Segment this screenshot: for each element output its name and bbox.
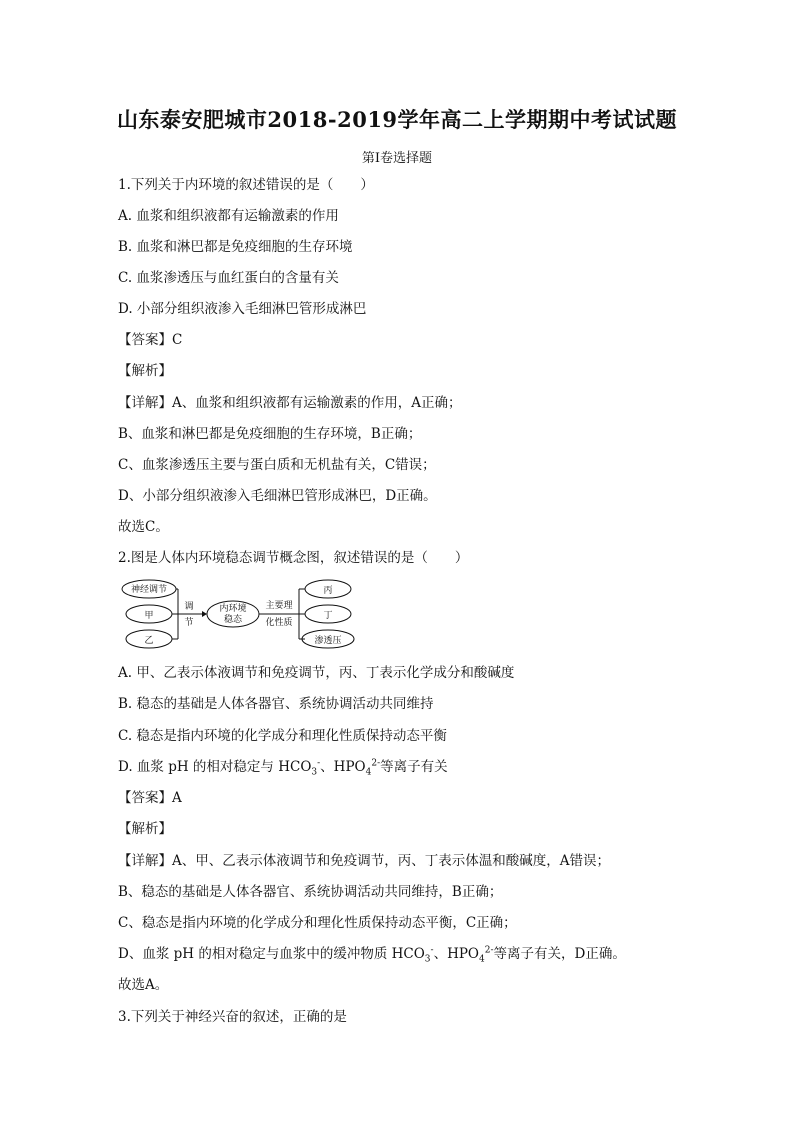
node-jia-label: 甲	[144, 611, 154, 621]
detail-4-text-start: D、血浆 pH 的相对稳定与血浆中的缓冲物质 HCO	[118, 946, 425, 962]
question-2-option-d	[118, 758, 448, 776]
question-2-option-a: A. 甲、乙表示体液调节和免疫调节，丙、丁表示化学成分和酸碱度	[118, 665, 515, 681]
phosphate-subscript: 4	[365, 767, 372, 778]
bicarbonate-charge: -	[317, 758, 321, 769]
arrow-head-icon	[202, 611, 207, 617]
question-2-stem: 2.图是人体内环境稳态调节概念图，叙述错误的是（ ）	[118, 550, 469, 566]
node-yi-label: 乙	[144, 636, 154, 646]
node-homeostasis-line-1: 内环境	[219, 604, 247, 614]
question-1-analysis-label: 【解析】	[118, 363, 172, 379]
node-ding-label: 丁	[323, 611, 333, 621]
section-heading: 第Ⅰ卷选择题	[361, 151, 433, 166]
relation-label-1: 主要理	[265, 601, 293, 611]
question-1-option-d: D. 小部分组织液渗入毛细淋巴管形成淋巴	[118, 301, 367, 317]
question-1-conclusion: 故选C。	[118, 519, 169, 535]
question-1-detail-line-2: B、血浆和淋巴都是免疫细胞的生存环境，B正确；	[118, 426, 422, 442]
detail-phosphate-charge: 2-	[484, 945, 494, 956]
question-2-detail-line-4	[118, 945, 626, 963]
node-osmotic-pressure-label: 渗透压	[314, 636, 342, 646]
question-1-option-a: A. 血浆和组织液都有运输激素的作用	[118, 208, 339, 224]
question-2-answer: 【答案】A	[118, 790, 182, 806]
question-1-option-b: B. 血浆和淋巴都是免疫细胞的生存环境	[118, 239, 353, 255]
node-bing-label: 丙	[323, 586, 333, 596]
question-3-stem: 3.下列关于神经兴奋的叙述，正确的是	[118, 1009, 347, 1025]
question-2-detail-line-2: B、稳态的基础是人体各器官、系统协调活动共同维持，B正确；	[118, 884, 503, 900]
question-1-option-c: C. 血浆渗透压与血红蛋白的含量有关	[118, 270, 339, 286]
detail-bicarbonate-subscript: 3	[424, 954, 431, 965]
question-2-analysis-label: 【解析】	[118, 821, 172, 837]
detail-4-text-end: 等离子有关，D正确。	[493, 946, 626, 962]
question-1-answer: 【答案】C	[118, 332, 183, 348]
detail-bicarbonate-charge: -	[430, 945, 434, 956]
detail-phosphate-subscript: 4	[479, 954, 485, 965]
question-2-detail-line-1: 【详解】A、甲、乙表示体液调节和免疫调节，丙、丁表示体温和酸碱度，A错误；	[118, 853, 610, 869]
question-1-detail-line-1: 【详解】A、血浆和组织液都有运输激素的作用，A正确；	[118, 395, 462, 411]
option-d-text-mid: 、HPO	[320, 759, 366, 775]
node-neural-regulation-label: 神经调节	[130, 585, 168, 595]
question-1-detail-line-3: C、血浆渗透压主要与蛋白质和无机盐有关，C错误；	[118, 457, 436, 473]
node-homeostasis-line-2: 稳态	[223, 615, 243, 625]
question-2-detail-line-3: C、稳态是指内环境的化学成分和理化性质保持动态平衡，C正确；	[118, 915, 517, 931]
option-d-text-start: D. 血浆 pH 的相对稳定与 HCO	[118, 759, 312, 775]
detail-4-text-mid: 、HPO	[433, 946, 480, 962]
question-1-detail-line-4: D、小部分组织液渗入毛细淋巴管形成淋巴，D正确。	[118, 488, 437, 504]
question-2-option-b: B. 稳态的基础是人体各器官、系统协调活动共同维持	[118, 696, 434, 712]
bicarbonate-subscript: 3	[311, 767, 318, 778]
regulate-label-1: 调	[184, 602, 194, 612]
homeostasis-concept-diagram	[118, 578, 363, 652]
page-title: 山东泰安肥城市2018-2019学年高二上学期期中考试试题	[116, 107, 678, 132]
question-2-option-c: C. 稳态是指内环境的化学成分和理化性质保持动态平衡	[118, 728, 447, 744]
question-2-conclusion: 故选A。	[118, 977, 169, 993]
phosphate-charge: 2-	[371, 758, 381, 769]
question-1-stem: 1.下列关于内环境的叙述错误的是（ ）	[118, 177, 374, 193]
relation-label-2: 化性质	[265, 618, 293, 628]
option-d-text-end: 等离子有关	[380, 759, 448, 775]
regulate-label-2: 节	[184, 618, 194, 628]
